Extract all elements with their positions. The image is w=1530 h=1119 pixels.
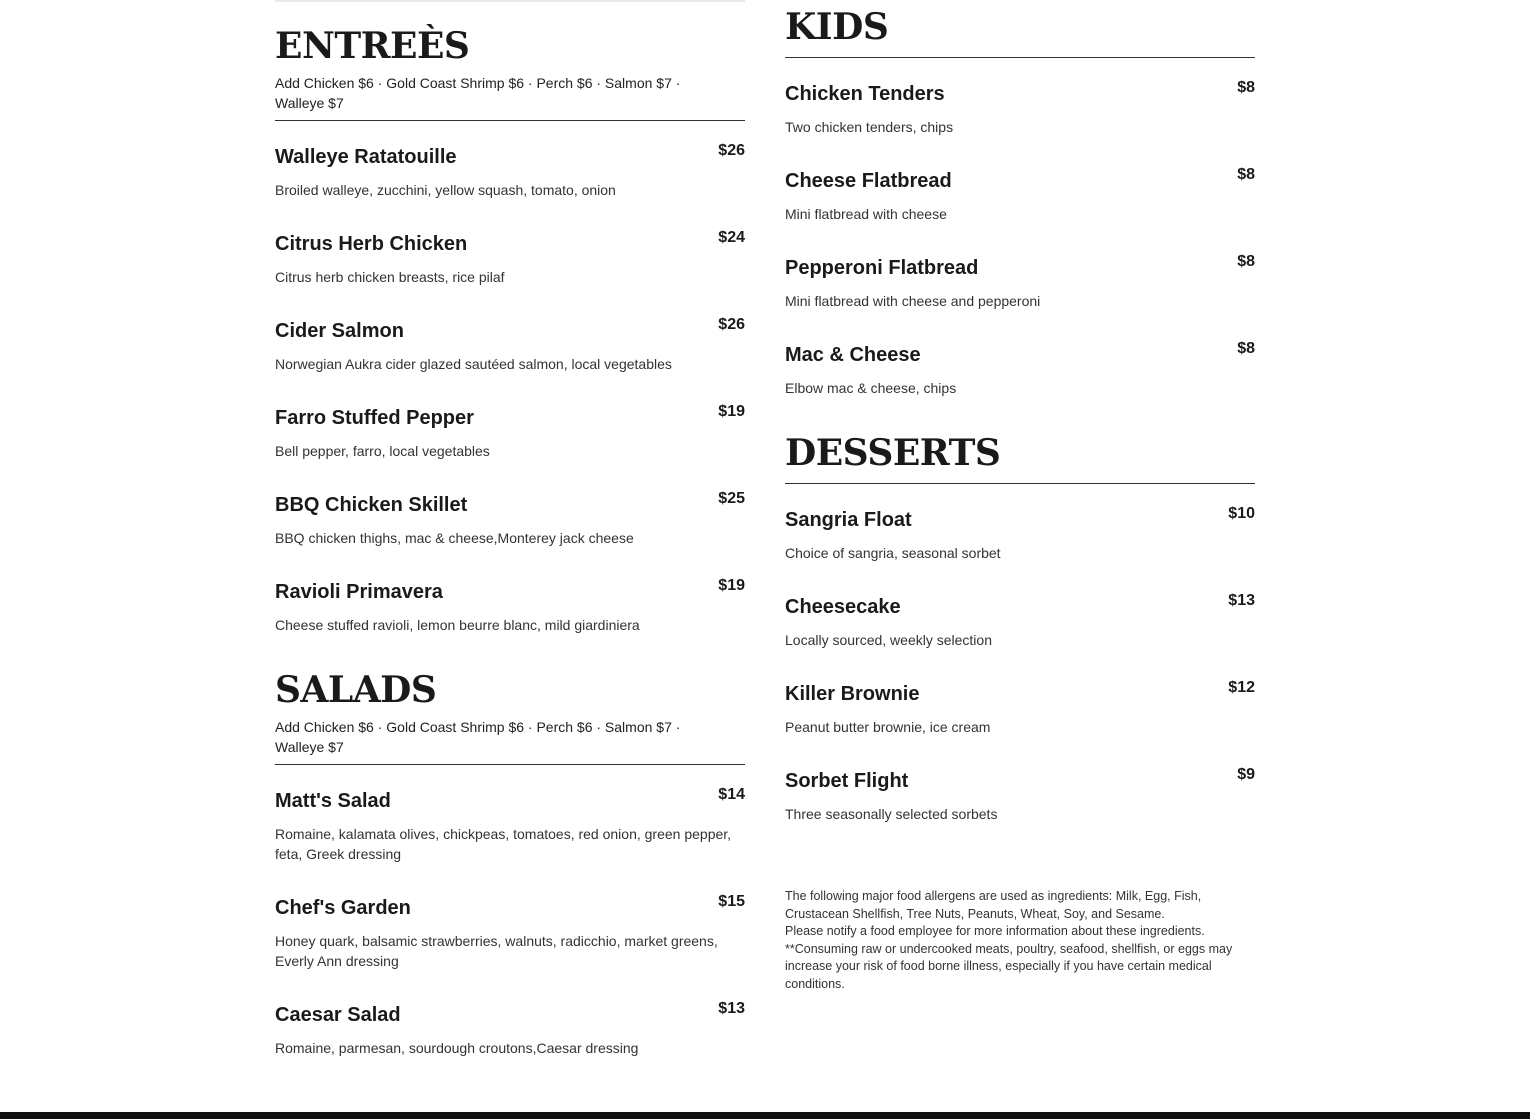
- item-description: Two chicken tenders, chips: [785, 119, 954, 135]
- entrees-add-on-note: Add Chicken $6 · Gold Coast Shrimp $6 · Perch $6 · Salmon $7 · Walleye $7: [275, 75, 681, 111]
- item-name: Ravioli Primavera: [275, 581, 443, 603]
- item-price: $19: [718, 403, 745, 420]
- item-price: $19: [718, 577, 745, 594]
- item-price: $14: [718, 786, 745, 803]
- footer-bar: [0, 1112, 1530, 1119]
- item-description: Mini flatbread with cheese and pepperoni: [785, 293, 1041, 309]
- item-name: Walleye Ratatouille: [275, 146, 457, 168]
- item-name: Killer Brownie: [785, 683, 920, 705]
- item-name: Cheesecake: [785, 596, 901, 618]
- item-name: Chicken Tenders: [785, 83, 945, 105]
- item-price: $12: [1228, 679, 1255, 696]
- item-name: Cider Salmon: [275, 320, 404, 342]
- item-price: $10: [1228, 505, 1255, 522]
- entrees-title: ENTREÈS: [275, 25, 470, 67]
- item-description: Locally sourced, weekly selection: [785, 632, 992, 648]
- item-description: Bell pepper, farro, local vegetables: [275, 443, 490, 459]
- item-description: Norwegian Aukra cider glazed sautéed salmon, local vegetables: [275, 356, 672, 372]
- item-price: $26: [718, 142, 745, 159]
- salads-divider: [275, 764, 745, 765]
- item-name: Cheese Flatbread: [785, 170, 952, 192]
- item-price: $25: [718, 490, 745, 507]
- item-name: Sangria Float: [785, 509, 912, 531]
- item-description: Elbow mac & cheese, chips: [785, 380, 957, 396]
- item-price: $9: [1237, 766, 1255, 783]
- top-divider: [275, 0, 745, 2]
- desserts-title: DESSERTS: [785, 432, 1001, 474]
- item-description: Peanut butter brownie, ice cream: [785, 719, 991, 735]
- salads-title: SALADS: [275, 669, 437, 711]
- item-name: Chef's Garden: [275, 897, 411, 919]
- item-name: Matt's Salad: [275, 790, 391, 812]
- item-price: $15: [718, 893, 745, 910]
- item-description: Romaine, kalamata olives, chickpeas, tomatoes, red onion, green pepper, feta, Greek dressing: [275, 826, 732, 862]
- item-name: Caesar Salad: [275, 1004, 401, 1026]
- allergen-notify-text: Please notify a food employee for more information about these ingredients.: [785, 924, 1205, 939]
- item-description: Cheese stuffed ravioli, lemon beurre blanc, mild giardiniera: [275, 617, 640, 633]
- item-description: Honey quark, balsamic strawberries, walnuts, radicchio, market greens, Everly Ann dressing: [275, 933, 718, 969]
- item-price: $13: [1228, 592, 1255, 609]
- item-name: Pepperoni Flatbread: [785, 257, 979, 279]
- item-name: Farro Stuffed Pepper: [275, 407, 474, 429]
- item-name: Mac & Cheese: [785, 344, 921, 366]
- desserts-divider: [785, 483, 1255, 484]
- item-description: Mini flatbread with cheese: [785, 206, 947, 222]
- item-name: BBQ Chicken Skillet: [275, 494, 468, 516]
- item-price: $8: [1237, 79, 1255, 96]
- item-description: Choice of sangria, seasonal sorbet: [785, 545, 1001, 561]
- salads-add-on-note: Add Chicken $6 · Gold Coast Shrimp $6 · Perch $6 · Salmon $7 · Walleye $7: [275, 719, 681, 755]
- allergen-list-text: The following major food allergens are used as ingredients: Milk, Egg, Fish, Crustacean Shellfish, Tree Nuts, Peanuts, Wheat, Soy, and Sesame.: [785, 889, 1202, 921]
- entrees-divider: [275, 120, 745, 121]
- item-price: $26: [718, 316, 745, 333]
- item-description: Citrus herb chicken breasts, rice pilaf: [275, 269, 505, 285]
- item-description: Three seasonally selected sorbets: [785, 806, 998, 822]
- kids-divider: [785, 57, 1255, 58]
- item-price: $24: [718, 229, 745, 246]
- item-name: Sorbet Flight: [785, 770, 909, 792]
- item-price: $8: [1237, 166, 1255, 183]
- item-price: $8: [1237, 253, 1255, 270]
- item-price: $13: [718, 1000, 745, 1017]
- item-description: Romaine, parmesan, sourdough croutons,Caesar dressing: [275, 1040, 639, 1056]
- item-description: Broiled walleye, zucchini, yellow squash, tomato, onion: [275, 182, 616, 198]
- item-price: $8: [1237, 340, 1255, 357]
- allergen-notice: [785, 888, 1255, 994]
- item-name: Citrus Herb Chicken: [275, 233, 468, 255]
- kids-title: KIDS: [785, 6, 889, 48]
- raw-food-warning-text: **Consuming raw or undercooked meats, poultry, seafood, shellfish, or eggs may increase your risk of food borne illness, especially if you have certain medical conditions.: [785, 941, 1233, 991]
- item-description: BBQ chicken thighs, mac & cheese,Monterey jack cheese: [275, 530, 634, 546]
